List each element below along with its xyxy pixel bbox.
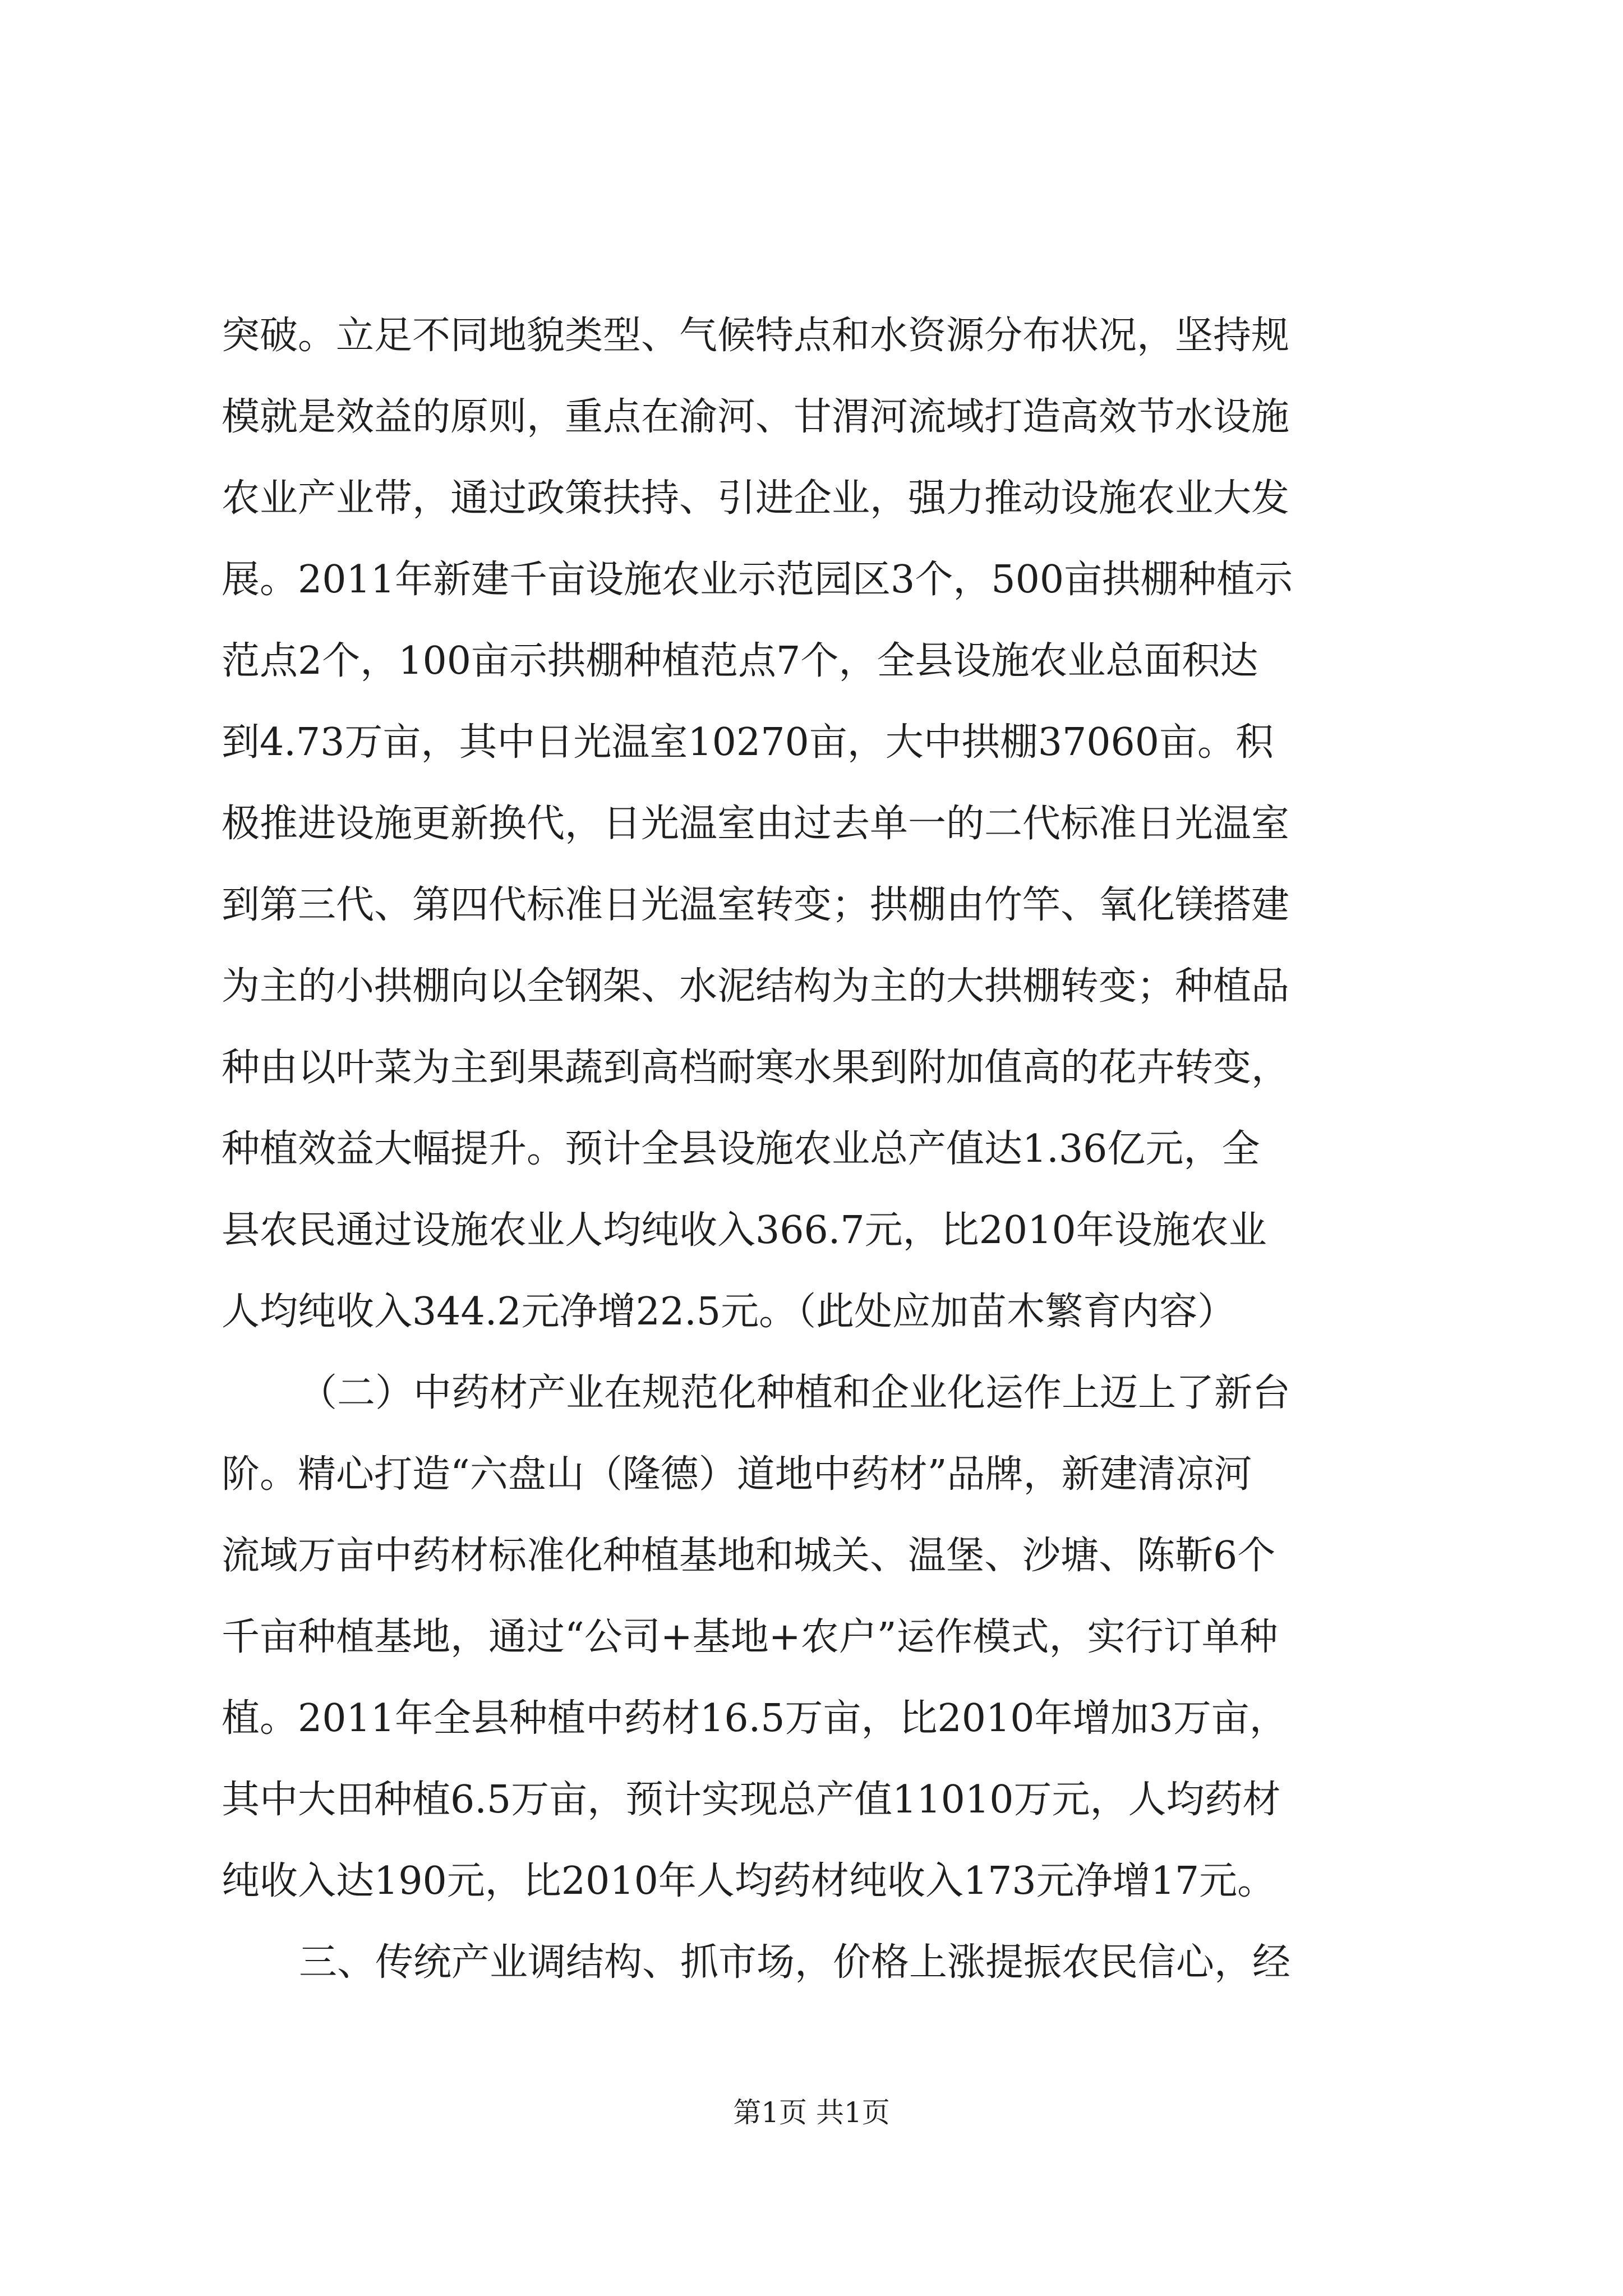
text-line-5: 范点2个，100亩示拱棚种植范点7个，全县设施农业总面积达 <box>222 639 1258 683</box>
text-line-13: 人均纯收入344.2元净增22.5元。（此处应加苗木繁育内容） <box>222 1290 1236 1334</box>
text-line-1: 突破。立足不同地貌类型、气候特点和水资源分布状况，坚持规 <box>222 314 1290 358</box>
text-line-3: 农业产业带，通过政策扶持、引进企业，强力推动设施农业大发 <box>222 476 1290 521</box>
text-line-15: 阶。精心打造“六盘山（隆德）道地中药材”品牌，新建清凉河 <box>222 1452 1252 1497</box>
text-line-20: 纯收入达190元，比2010年人均药材纯收入173元净增17元。 <box>222 1859 1276 1903</box>
text-line-18: 植。2011年全县种植中药材16.5万亩，比2010年增加3万亩， <box>222 1696 1288 1741</box>
text-line-7: 极推进设施更新换代，日光温室由过去单一的二代标准日光温室 <box>222 802 1290 846</box>
text-line-6: 到4.73万亩，其中日光温室10270亩，大中拱棚37060亩。积 <box>222 720 1274 765</box>
text-line-4: 展。2011年新建千亩设施农业示范园区3个，500亩拱棚种植示 <box>222 558 1293 602</box>
text-line-12: 县农民通过设施农业人均纯收入366.7元，比2010年设施农业 <box>222 1208 1267 1253</box>
section-heading-line: 三、传统产业调结构、抓市场，价格上涨提振农民信心，经 <box>299 1940 1291 1985</box>
text-line-19: 其中大田种植6.5万亩，预计实现总产值11010万元，人均药材 <box>222 1778 1281 1822</box>
page-number-footer: 第1页 共1页 <box>733 2096 890 2129</box>
text-line-17: 千亩种植基地，通过“公司+基地+农户”运作模式，实行订单种 <box>222 1615 1278 1659</box>
text-line-9: 为主的小拱棚向以全钢架、水泥结构为主的大拱棚转变；种植品 <box>222 964 1290 1009</box>
text-line-10: 种由以叶菜为主到果蔬到高档耐寒水果到附加值高的花卉转变， <box>222 1046 1290 1090</box>
text-line-11: 种植效益大幅提升。预计全县设施农业总产值达1.36亿元，全 <box>222 1127 1260 1171</box>
paragraph-start-line: （二）中药材产业在规范化种植和企业化运作上迈上了新台 <box>299 1371 1291 1415</box>
text-line-16: 流域万亩中药材标准化种植基地和城关、温堡、沙塘、陈靳6个 <box>222 1534 1276 1578</box>
text-line-8: 到第三代、第四代标准日光温室转变；拱棚由竹竿、氧化镁搭建 <box>222 883 1290 927</box>
text-line-2: 模就是效益的原则，重点在渝河、甘渭河流域打造高效节水设施 <box>222 395 1290 439</box>
